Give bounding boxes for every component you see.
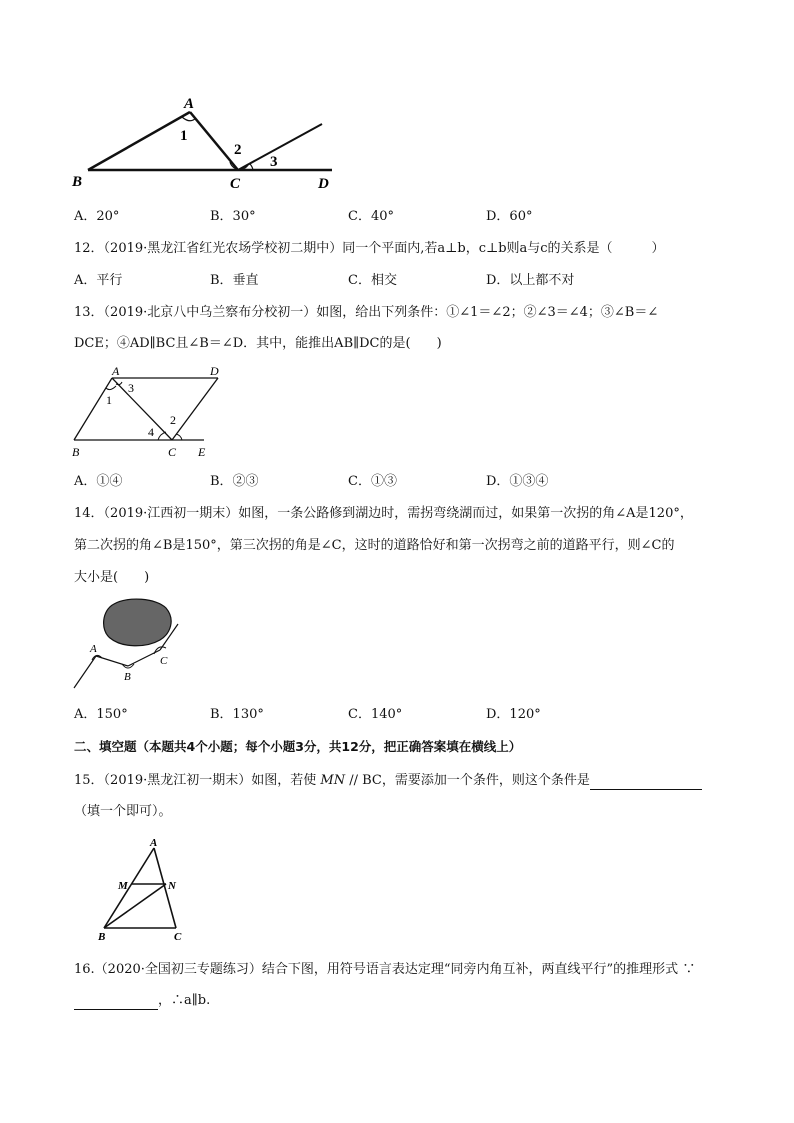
- fig11-angle-3: 3: [270, 154, 278, 170]
- q14-text-line1: 14．（2019·江西初一期末）如图，一条公路修到湖边时，需拐弯绕湖而过，如果第一次拐的角∠A是120°，: [74, 506, 693, 521]
- q14-option-b: B．130°: [210, 707, 264, 722]
- q16-answer-blank[interactable]: [74, 995, 158, 1010]
- figure-q11: [70, 92, 350, 192]
- figure-q15: [94, 836, 194, 944]
- fig13-angle-2: 2: [170, 413, 176, 427]
- q13-text-line2: DCE；④AD∥BC且∠B＝∠D．其中，能推出AB∥DC的是( ): [74, 336, 442, 351]
- section-2-title: 二、填空题（本题共4个小题；每个小题3分，共12分，把正确答案填在横线上）: [74, 739, 522, 754]
- q11-option-c: C．40°: [348, 209, 394, 224]
- fig13-label-E: E: [198, 445, 206, 459]
- q15-text-line1: [74, 772, 702, 790]
- q16-text-line1: 16.（2020·全国初三专题练习）结合下图，用符号语言表达定理“同旁内角互补，两直线平行”的推理形式 ∵: [74, 962, 696, 977]
- figure-q14: [70, 598, 190, 694]
- fig13-label-C: C: [168, 445, 177, 459]
- fig13-angle-1: 1: [106, 393, 112, 407]
- fig11-label-C: C: [230, 176, 241, 192]
- q14-text-line2: 第二次拐的角∠B是150°，第三次拐的角是∠C，这时的道路恰好和第一次拐弯之前的道路平行，则∠C的: [74, 538, 675, 553]
- fig11-label-A: A: [184, 96, 195, 112]
- fig15-label-N: N: [168, 880, 176, 892]
- fig14-label-B: B: [124, 671, 131, 683]
- q12-option-d: D．以上都不对: [486, 273, 575, 288]
- figure-q13: [70, 364, 230, 464]
- fig11-label-B: B: [72, 174, 83, 190]
- q11-option-b: B．30°: [210, 209, 256, 224]
- q14-option-c: C．140°: [348, 707, 403, 722]
- q12-option-b: B．垂直: [210, 273, 259, 288]
- q11-option-a: A．20°: [74, 209, 120, 224]
- q15-mid: // BC，需要添加一个条件，则这个条件是: [345, 773, 590, 788]
- fig13-angle-3: 3: [128, 381, 134, 395]
- fig15-label-B: B: [98, 931, 106, 943]
- q16-text-line2: [74, 992, 210, 1010]
- q14-option-d: D．120°: [486, 707, 541, 722]
- q13-option-a: A．①④: [74, 474, 123, 489]
- q12-text: 12．（2019·黑龙江省红光农场学校初二期中）同一个平面内,若a⊥b，c⊥b则a与c的关系是（ ）: [74, 241, 665, 256]
- q13-option-c: C．①③: [348, 474, 397, 489]
- fig14-label-C: C: [160, 655, 168, 667]
- q12-option-c: C．相交: [348, 273, 397, 288]
- q15-answer-blank[interactable]: [590, 775, 702, 790]
- q14-option-a: A．150°: [74, 707, 128, 722]
- fig14-label-A: A: [90, 643, 97, 655]
- fig11-angle-2: 2: [234, 142, 242, 158]
- q15-math-mn: MN: [320, 773, 346, 788]
- q13-option-b: B．②③: [210, 474, 259, 489]
- fig15-label-M: M: [118, 880, 128, 892]
- q13-text-line1: 13．（2019·北京八中乌兰察布分校初一）如图，给出下列条件：①∠1＝∠2；②∠3＝∠4；③∠B＝∠: [74, 305, 659, 320]
- q15-text-line2: （填一个即可）。: [74, 804, 172, 819]
- fig13-label-A: A: [112, 364, 120, 378]
- q11-option-d: D．60°: [486, 209, 533, 224]
- fig15-label-C: C: [174, 931, 182, 943]
- q12-option-a: A．平行: [74, 273, 123, 288]
- q14-text-line3: 大小是( ): [74, 570, 150, 585]
- fig15-label-A: A: [150, 837, 158, 849]
- q13-option-d: D．①③④: [486, 474, 549, 489]
- fig11-angle-1: 1: [180, 128, 188, 144]
- q15-prefix: 15．（2019·黑龙江初一期末）如图，若使: [74, 773, 321, 788]
- fig13-angle-4: 4: [148, 425, 154, 439]
- fig13-label-B: B: [72, 445, 80, 459]
- q16-conclusion: ，∴a∥b.: [158, 993, 211, 1008]
- fig11-label-D: D: [318, 176, 329, 192]
- fig13-label-D: D: [210, 364, 219, 378]
